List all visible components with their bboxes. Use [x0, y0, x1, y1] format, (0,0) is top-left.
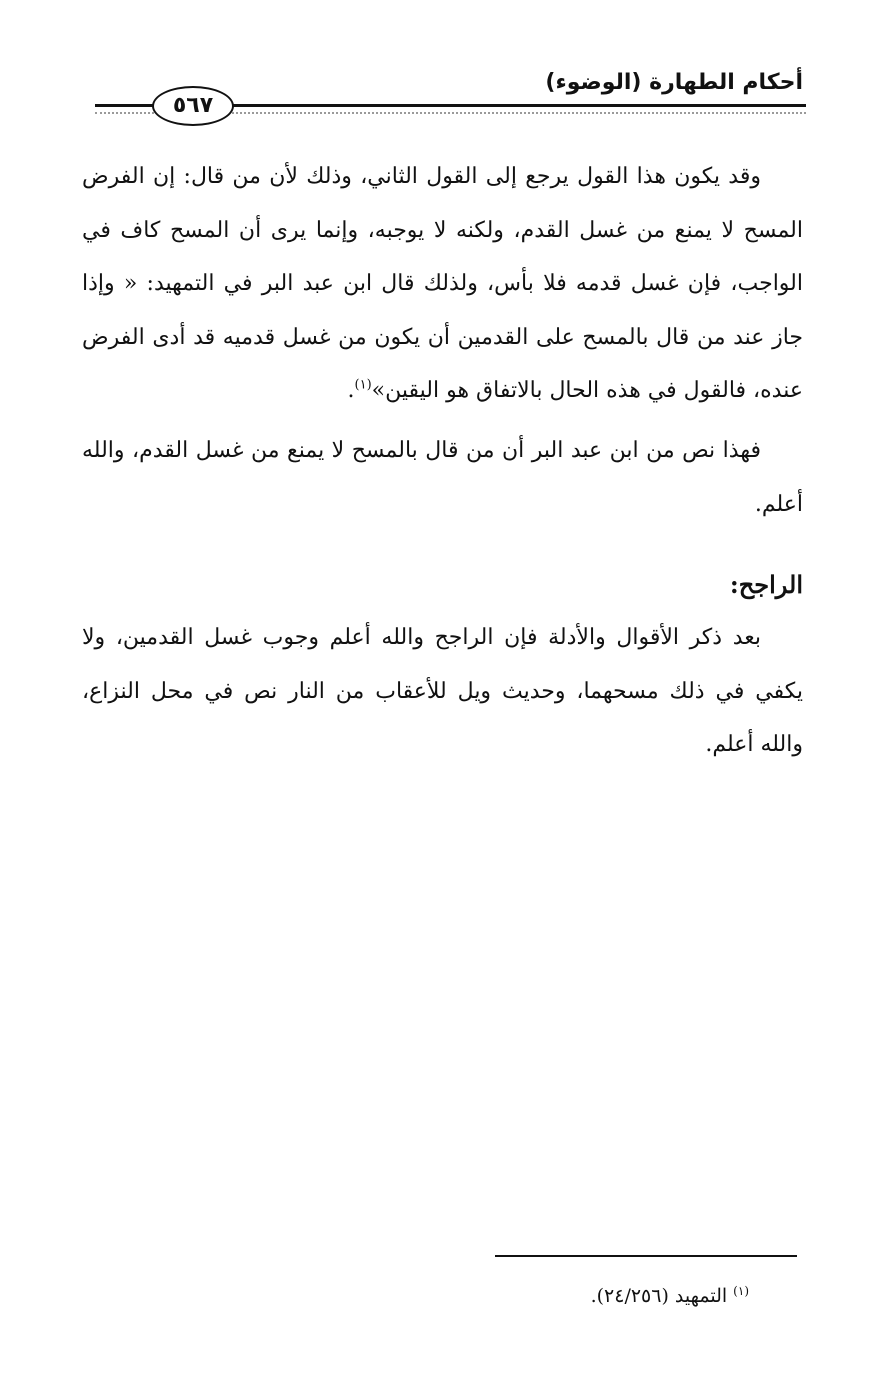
- page-number: ٥٦٧: [152, 86, 234, 126]
- paragraph-text: وقد يكون هذا القول يرجع إلى القول الثاني، وذلك لأن من قال: إن الفرض المسح لا يمنع من غسل القدم، ولكنه لا يوجبه، وإنما يرى أن المسح كاف في الواجب، فإن غسل قدمه فلا بأس، ولذلك قال ابن عبد البر في التمهيد: « وإذا جاز عند من قال بالمسح على القدمين أن يكون من غسل قدميه قد أدى الفرض عنده، فالقول في هذه الحال بالاتفاق هو اليقين»: [82, 164, 803, 404]
- paragraph: بعد ذكر الأقوال والأدلة فإن الراجح والله أعلم وجوب غسل القدمين، ولا يكفي في ذلك مسحهما، وحديث ويل للأعقاب من النار نص في محل النزاع، والله أعلم.: [82, 625, 803, 758]
- running-title: أحكام الطهارة (الوضوء): [545, 70, 803, 95]
- footnote-reference: (١): [354, 378, 372, 394]
- footnote: [591, 1285, 749, 1307]
- footnote-marker: (١): [733, 1283, 749, 1298]
- footnote-text: التمهيد (٢٤/٢٥٦).: [590, 1285, 728, 1307]
- paragraph-end-mark: .: [347, 378, 355, 404]
- main-text: [82, 150, 803, 772]
- footnote-separator: [495, 1255, 797, 1257]
- paragraph: [82, 150, 803, 418]
- paragraph: فهذا نص من ابن عبد البر أن من قال بالمسح لا يمنع من غسل القدم، والله أعلم.: [82, 437, 803, 517]
- section-heading: الراجح:: [729, 570, 803, 600]
